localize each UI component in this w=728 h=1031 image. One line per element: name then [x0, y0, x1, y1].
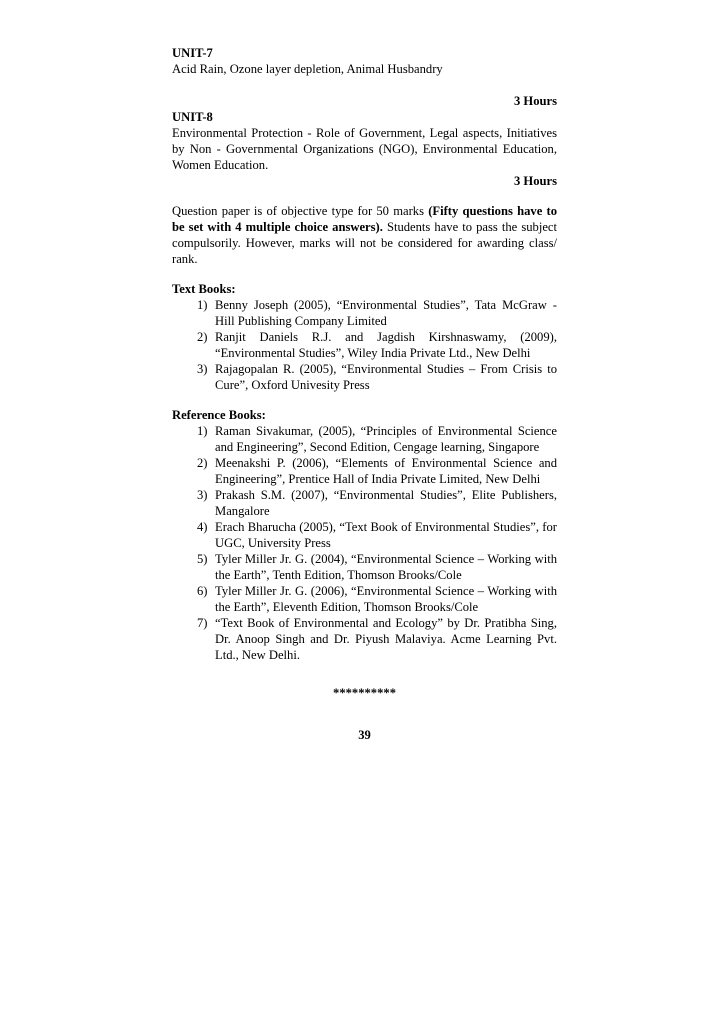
list-item: [172, 519, 557, 551]
list-item-number: 1): [197, 424, 208, 438]
list-item-text: “Text Book of Environmental and Ecology” by Dr. Pratibha Sing, Dr. Anoop Singh and Dr. Piyush Malaviya. Acme Learning Pvt. Ltd., New Delhi.: [215, 616, 557, 662]
text-books-section: [172, 281, 557, 393]
exam-note-part1: Question paper is of objective type for 50 marks: [172, 204, 429, 218]
exam-note-part2: Students have to pass the subject compulsorily. However, marks will not be considered for awarding class/ rank.: [172, 220, 558, 266]
list-item-text: Benny Joseph (2005), “Environmental Studies”, Tata McGraw - Hill Publishing Company Limited: [215, 298, 557, 328]
list-item-text: Rajagopalan R. (2005), “Environmental Studies – From Crisis to Cure”, Oxford Univesity Press: [215, 362, 557, 392]
list-item-number: 3): [197, 488, 208, 502]
unit-8-section: [172, 109, 557, 189]
unit-8-hours: 3 Hours: [513, 174, 557, 188]
list-item-text: Ranjit Daniels R.J. and Jagdish Kirshnaswamy, (2009), “Environmental Studies”, Wiley India Private Ltd., New Delhi: [215, 330, 557, 360]
text-books-heading: Text Books:: [172, 282, 236, 296]
list-item: [172, 615, 557, 663]
document-page: [172, 45, 557, 743]
list-item-number: 2): [197, 456, 208, 470]
list-item: [172, 455, 557, 487]
section-separator: **********: [333, 686, 396, 700]
list-item-number: 3): [197, 362, 208, 376]
list-item-number: 7): [197, 616, 208, 630]
list-item: [172, 329, 557, 361]
unit-7-topics: Acid Rain, Ozone layer depletion, Animal Husbandry: [172, 62, 443, 76]
list-item-number: 1): [197, 298, 208, 312]
list-item: [172, 583, 557, 615]
reference-books-section: [172, 407, 557, 663]
list-item-text: Prakash S.M. (2007), “Environmental Studies”, Elite Publishers, Mangalore: [215, 488, 557, 518]
text-books-list: [172, 297, 557, 393]
unit-7-heading: UNIT-7: [172, 46, 213, 60]
list-item: [172, 361, 557, 393]
list-item-text: Erach Bharucha (2005), “Text Book of Environmental Studies”, for UGC, University Press: [215, 520, 557, 550]
reference-books-heading: Reference Books:: [172, 408, 266, 422]
reference-books-list: [172, 423, 557, 663]
unit-7-section: [172, 45, 557, 109]
unit-7-hours: 3 Hours: [513, 94, 557, 108]
list-item-text: Tyler Miller Jr. G. (2004), “Environmental Science – Working with the Earth”, Tenth Edition, Thomson Brooks/Cole: [215, 552, 557, 582]
exam-note-bold: (Fifty questions have to be set with 4 multiple choice answers).: [172, 204, 558, 234]
exam-note: [172, 203, 557, 267]
list-item-number: 5): [197, 552, 208, 566]
list-item: [172, 423, 557, 455]
page-number: 39: [358, 728, 371, 742]
list-item-number: 4): [197, 520, 208, 534]
list-item-text: Meenakshi P. (2006), “Elements of Environmental Science and Engineering”, Prentice Hall of India Private Limited, New Delhi: [215, 456, 557, 486]
list-item-text: Tyler Miller Jr. G. (2006), “Environmental Science – Working with the Earth”, Eleventh Edition, Thomson Brooks/Cole: [215, 584, 557, 614]
list-item: [172, 551, 557, 583]
list-item: [172, 297, 557, 329]
list-item-text: Raman Sivakumar, (2005), “Principles of Environmental Science and Engineering”, Second Edition, Cengage learning, Singapore: [215, 424, 557, 454]
list-item-number: 2): [197, 330, 208, 344]
unit-8-heading: UNIT-8: [172, 110, 213, 124]
list-item: [172, 487, 557, 519]
list-item-number: 6): [197, 584, 208, 598]
unit-8-topics: Environmental Protection - Role of Government, Legal aspects, Initiatives by Non - Governmental Organizations (NGO), Environmental Education, Women Education.: [172, 126, 557, 172]
